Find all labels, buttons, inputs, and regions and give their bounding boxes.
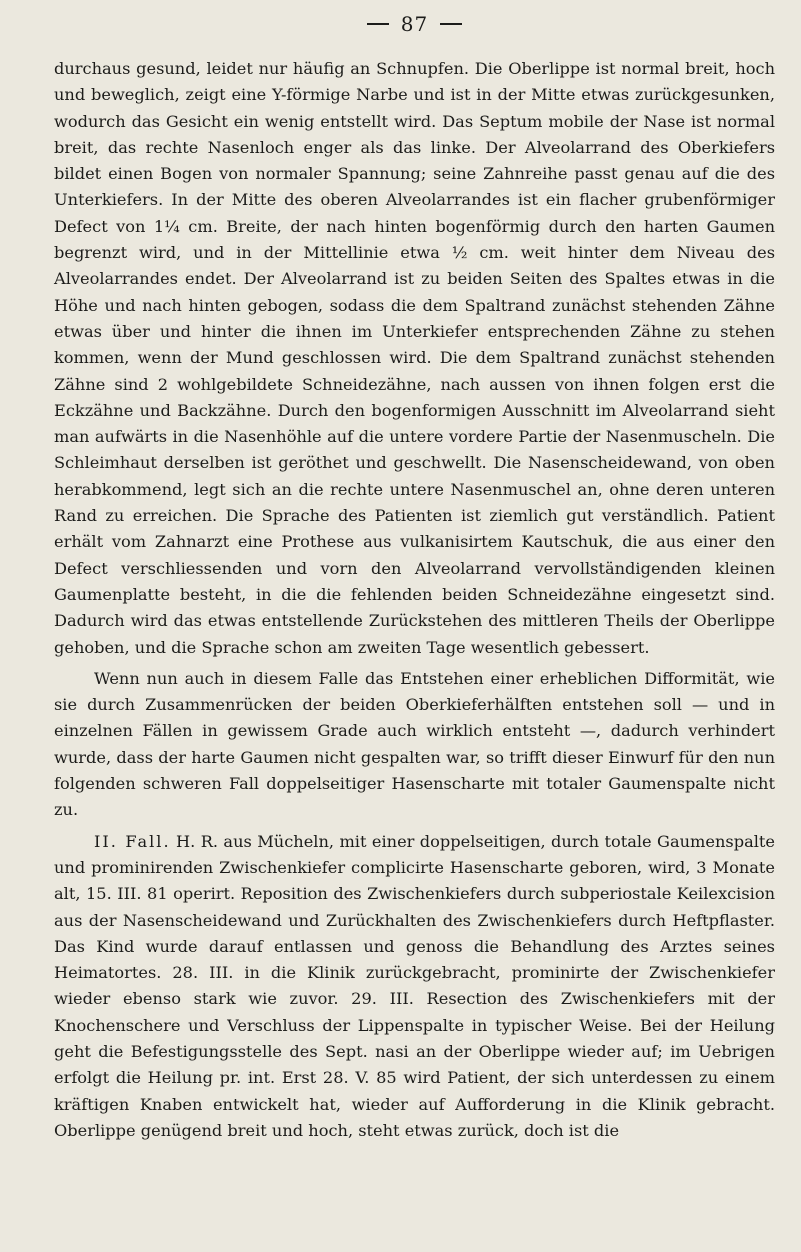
case-heading: II. Fall. [94,831,171,851]
header-dash-right [440,23,462,25]
paragraph-case-description: durchaus gesund, leidet nur häufig an Schnupfen. Die Oberlippe ist normal breit, hoch und beweglich, zeigt eine Y-förmige Narbe und ist in der Mitte etwas zurückgesunken, wodurch das Gesicht ein wenig entstellt wird. Das Septum mobile der Nase ist normal breit, das rechte Nasenloch enger als das linke. Der Alveolarrand des Oberkiefers bildet einen Bogen von normaler Spannung; seine Zahnreihe passt genau auf die des Unterkiefers. In der Mitte des oberen Alveolarrandes ist ein flacher grubenförmiger Defect von 1¼ cm. Breite, der nach hinten bogenförmig durch den harten Gaumen begrenzt wird, und in der Mittellinie etwa ½ cm. weit hinter dem Niveau des Alveolarrandes endet. Der Alveolarrand ist zu beiden Seiten des Spaltes etwas in die Höhe und nach hinten gebogen, sodass die dem Spaltrand zunächst stehenden Zähne etwas über und hinter die ihnen im Unterkiefer entsprechenden Zähne zu stehen kommen, wenn der Mund geschlossen wird. Die dem Spaltrand zunächst stehenden Zähne sind 2 wohlgebildete Schneidezähne, nach aussen von ihnen folgen erst die Eckzähne und Backzähne. Durch den bogenformigen Ausschnitt im Alveolarrand sieht man aufwärts in die Nasenhöhle auf die untere vordere Partie der Nasenmuscheln. Die Schleimhaut derselben ist geröthet und geschwellt. Die Nasenscheidewand, von oben herabkommend, legt sich an die rechte untere Nasenmuschel an, ohne deren unteren Rand zu erreichen. Die Sprache des Patienten ist ziemlich gut verständlich. Patient erhält vom Zahnarzt eine Prothese aus vulkanisirtem Kautschuk, die aus einer den Defect verschliessenden und vorn den Alveolarrand vervollständigenden kleinen Gaumenplatte besteht, in die die fehlenden beiden Schneidezähne eingesetzt sind. Dadurch wird das etwas entstellende Zurückstehen des mittleren Theils der Oberlippe gehoben, und die Sprache schon am zweiten Tage wesentlich gebessert. [54,59,775,657]
paragraph-case-two [54,829,775,1145]
page-number: 87 [400,12,429,36]
header-dash-left [367,23,389,25]
page-header [54,0,775,44]
case-two-text: H. R. aus Mücheln, mit einer doppelseitigen, durch totale Gaumenspalte und prominirenden Zwischenkiefer complicirte Hasenscharte geboren, wird, 3 Monate alt, 15. III. 81 operirt. Reposition des Zwischenkiefers durch subperiostale Keilexcision aus der Nasenscheidewand und Zurückhalten des Zwischenkiefers durch Heftpflaster. Das Kind wurde darauf entlassen und genoss die Behandlung des Arztes seines Heimatortes. 28. III. in die Klinik zurückgebracht, prominirte der Zwischenkiefer wieder ebenso stark wie zuvor. 29. III. Resection des Zwischenkiefers mit der Knochenschere und Verschluss der Lippenspalte in typischer Weise. Bei der Heilung geht die Befestigungsstelle des Sept. nasi an der Oberlippe wieder auf; im Uebrigen erfolgt die Heilung pr. int. Erst 28. V. 85 wird Patient, der sich unterdessen zu einem kräftigen Knaben entwickelt hat, wieder auf Aufforderung in die Klinik gebracht. Oberlippe genügend breit und hoch, steht etwas zurück, doch ist die [54,831,775,1140]
paragraph-discussion: Wenn nun auch in diesem Falle das Entstehen einer erheblichen Difformität, wie sie durch Zusammenrücken der beiden Oberkieferhälften entstehen soll — und in einzelnen Fällen in gewissem Grade auch wirklich entsteht —, dadurch verhindert wurde, dass der harte Gaumen nicht gespalten war, so trifft dieser Einwurf für den nun folgenden schweren Fall doppelseitiger Hasenscharte mit totaler Gaumenspalte nicht zu. [54,668,775,820]
